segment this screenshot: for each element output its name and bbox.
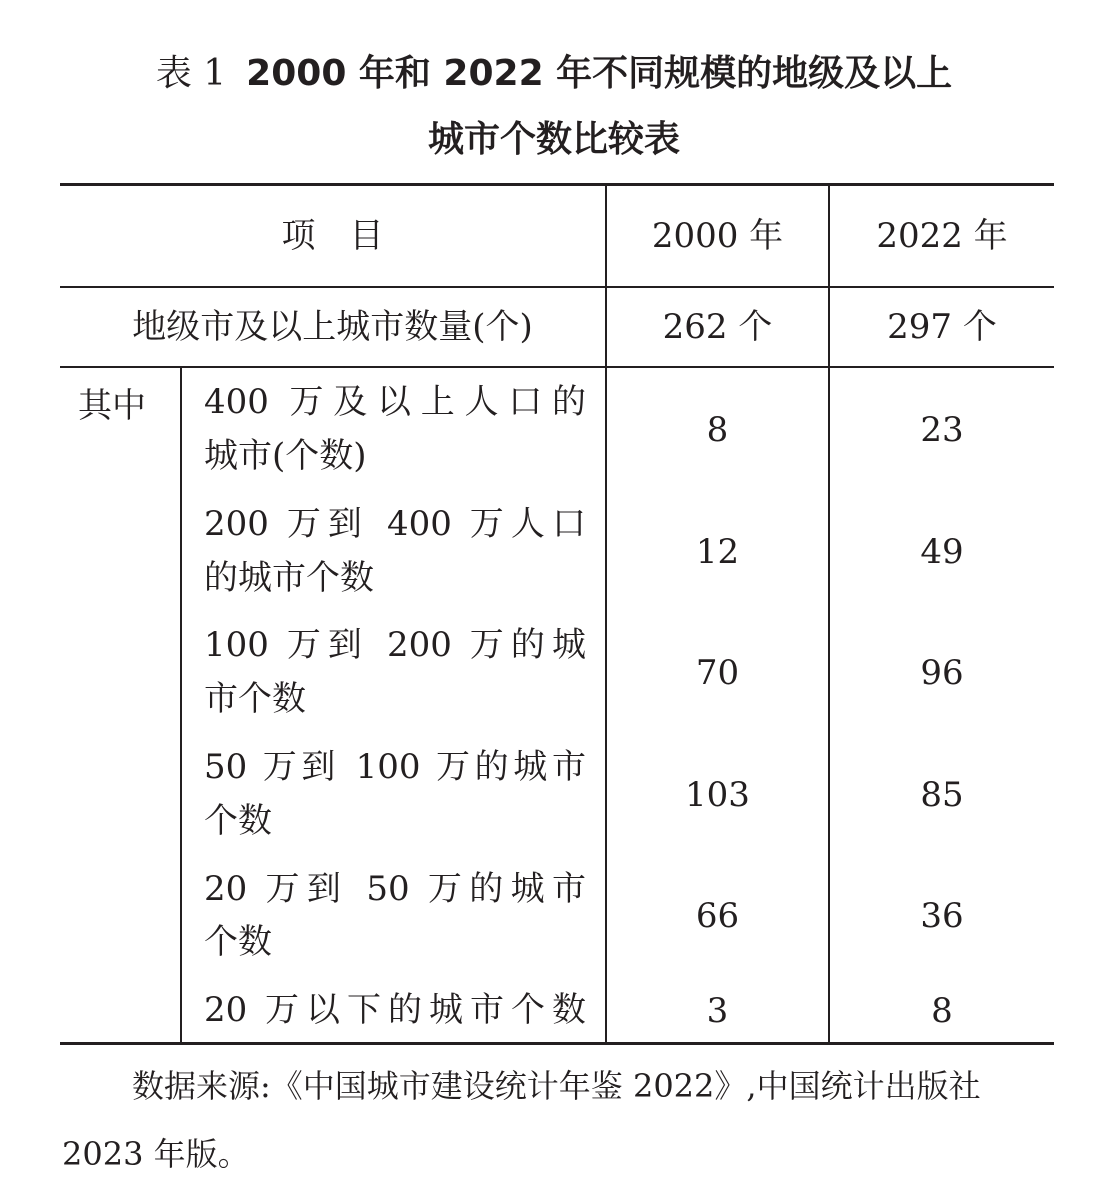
total-row-2022: 297 个 (887, 307, 997, 347)
total-row-bottom-rule (60, 366, 1054, 368)
row-1-label-line2: 城市(个数) (204, 436, 367, 476)
row-5-label-line2: 个数 (204, 922, 272, 962)
row-5-2022: 36 (920, 896, 964, 936)
header-bottom-rule (60, 286, 1054, 288)
row-1-2022: 23 (920, 410, 964, 450)
row-6-label: 20 万以下的城市个数 (204, 990, 586, 1030)
source-note-line2: 2023 年版。 (62, 1135, 250, 1173)
table-bottom-rule (60, 1042, 1054, 1045)
row-3-label-line2: 市个数 (204, 679, 306, 719)
table-title (0, 54, 1108, 94)
row-4-2022: 85 (920, 775, 964, 815)
table-title-line1: 2000 年和 2022 年不同规模的地级及以上 (246, 53, 953, 94)
group-divider (180, 367, 182, 1044)
total-row-2000: 262 个 (662, 307, 773, 347)
row-4-2000: 103 (685, 775, 750, 815)
row-3-label-line1: 100 万到 200 万的城 (204, 625, 586, 665)
table-top-rule (60, 183, 1054, 186)
row-1-2000: 8 (706, 410, 729, 450)
header-item: 项 目 (281, 216, 384, 256)
row-4-label-line2: 个数 (204, 801, 272, 841)
row-4-label-line1: 50 万到 100 万的城市 (204, 747, 586, 787)
row-2-2022: 49 (920, 532, 964, 572)
row-5-label-line1: 20 万到 50 万的城市 (204, 869, 586, 909)
row-3-2022: 96 (920, 653, 964, 693)
total-row-label: 地级市及以上城市数量(个) (132, 307, 533, 347)
row-2-label-line1: 200 万到 400 万人口 (204, 504, 586, 544)
row-1-label-line1: 400 万及以上人口的 (204, 382, 586, 422)
row-3-2000: 70 (695, 653, 740, 693)
row-2-2000: 12 (695, 532, 740, 572)
row-6-2022: 8 (931, 991, 953, 1031)
header-year-2000: 2000 年 (651, 216, 784, 256)
header-year-2022: 2022 年 (876, 216, 1008, 256)
table-number: 表 1 (155, 53, 227, 94)
row-6-2000: 3 (706, 991, 729, 1031)
table-title-line2: 城市个数比较表 (427, 119, 680, 160)
group-label: 其中 (78, 386, 146, 426)
source-note-line1: 数据来源:《中国城市建设统计年鉴 2022》,中国统计出版社 (132, 1067, 981, 1105)
row-5-2000: 66 (695, 896, 740, 936)
row-2-label-line2: 的城市个数 (204, 558, 374, 598)
